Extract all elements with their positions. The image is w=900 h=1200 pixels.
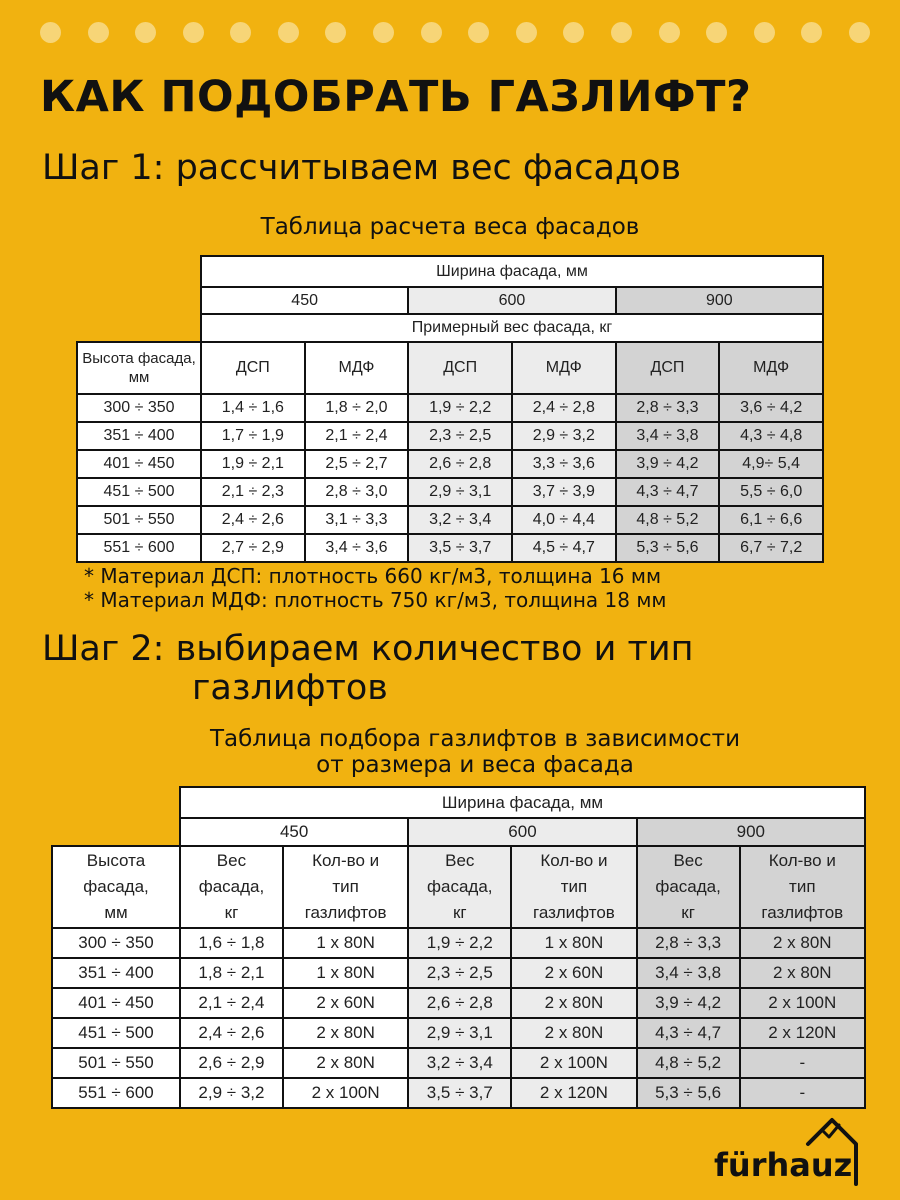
weight-cell: 2,3 ÷ 2,5	[408, 958, 511, 988]
weight-cell: 1,9 ÷ 2,2	[408, 394, 512, 422]
weight-cell: 2,9 ÷ 3,2	[180, 1078, 283, 1108]
weight-cell: 4,3 ÷ 4,7	[616, 478, 720, 506]
height-range: 401 ÷ 450	[77, 450, 201, 478]
material-mdf: МДФ	[512, 342, 616, 394]
weight-cell: 2,1 ÷ 2,3	[201, 478, 305, 506]
weight-cell: 3,9 ÷ 4,2	[616, 450, 720, 478]
gaslift-cell: 2 x 120N	[511, 1078, 636, 1108]
weight-cell: 1,6 ÷ 1,8	[180, 928, 283, 958]
weight-cell: 2,7 ÷ 2,9	[201, 534, 305, 562]
weight-cell: 3,4 ÷ 3,8	[637, 958, 740, 988]
weight-cell: 2,9 ÷ 3,2	[512, 422, 616, 450]
material-notes	[84, 564, 667, 612]
gaslift-cell: 2 x 60N	[511, 958, 636, 988]
table-row	[52, 928, 865, 958]
weight-cell: 3,7 ÷ 3,9	[512, 478, 616, 506]
weight-cell: 2,1 ÷ 2,4	[305, 422, 409, 450]
weight-cell: 4,5 ÷ 4,7	[512, 534, 616, 562]
weight-cell: 2,8 ÷ 3,3	[637, 928, 740, 958]
weight-cell: 3,2 ÷ 3,4	[408, 506, 512, 534]
note-mdf: * Материал МДФ: плотность 750 кг/м3, толщина 18 мм	[84, 588, 667, 612]
weight-cell: 1,4 ÷ 1,6	[201, 394, 305, 422]
material-mdf: МДФ	[719, 342, 823, 394]
weight-cell: 3,9 ÷ 4,2	[637, 988, 740, 1018]
gaslift-cell: 1 x 80N	[283, 958, 408, 988]
weight-cell: 3,4 ÷ 3,8	[616, 422, 720, 450]
weight-cell: 4,9÷ 5,4	[719, 450, 823, 478]
count-header: Кол-во и тип газлифтов	[511, 846, 636, 928]
table1-caption: Таблица расчета веса фасадов	[260, 214, 640, 240]
weight-cell: 5,3 ÷ 5,6	[637, 1078, 740, 1108]
weight-cell: 2,8 ÷ 3,0	[305, 478, 409, 506]
weight-cell: 4,0 ÷ 4,4	[512, 506, 616, 534]
weight-cell: 2,6 ÷ 2,8	[408, 450, 512, 478]
table-row	[77, 534, 823, 562]
weight-cell: 5,3 ÷ 5,6	[616, 534, 720, 562]
material-dsp: ДСП	[408, 342, 512, 394]
table2-caption-line1: Таблица подбора газлифтов в зависимости	[209, 726, 741, 752]
width-450: 450	[201, 287, 408, 314]
weight-cell: 2,4 ÷ 2,6	[180, 1018, 283, 1048]
weight-cell: 3,5 ÷ 3,7	[408, 534, 512, 562]
gaslift-cell: 2 x 80N	[283, 1048, 408, 1078]
weight-cell: 5,5 ÷ 6,0	[719, 478, 823, 506]
height-range: 451 ÷ 500	[52, 1018, 180, 1048]
binder-hole	[754, 22, 775, 43]
weight-cell: 3,3 ÷ 3,6	[512, 450, 616, 478]
weight-cell: 6,1 ÷ 6,6	[719, 506, 823, 534]
weight-cell: 6,7 ÷ 7,2	[719, 534, 823, 562]
binder-hole	[88, 22, 109, 43]
page-title: КАК ПОДОБРАТЬ ГАЗЛИФТ?	[40, 72, 752, 122]
weight-cell: 1,8 ÷ 2,0	[305, 394, 409, 422]
weight-cell: 2,5 ÷ 2,7	[305, 450, 409, 478]
count-header: Кол-во и тип газлифтов	[740, 846, 865, 928]
weight-cell: 2,6 ÷ 2,8	[408, 988, 511, 1018]
gaslift-cell: 2 x 80N	[283, 1018, 408, 1048]
gaslift-table	[51, 786, 866, 1109]
width-600: 600	[408, 287, 615, 314]
weight-header: Вес фасада, кг	[408, 846, 511, 928]
table-row	[52, 1048, 865, 1078]
weight-cell: 4,3 ÷ 4,8	[719, 422, 823, 450]
table-row	[77, 450, 823, 478]
step1-heading: Шаг 1: рассчитываем вес фасадов	[42, 148, 682, 188]
material-mdf: МДФ	[305, 342, 409, 394]
weight-header: Вес фасада, кг	[180, 846, 283, 928]
weight-cell: 4,8 ÷ 5,2	[637, 1048, 740, 1078]
height-range: 501 ÷ 550	[77, 506, 201, 534]
weight-cell: 2,3 ÷ 2,5	[408, 422, 512, 450]
weight-table-body	[77, 394, 823, 562]
table-row	[77, 394, 823, 422]
binder-hole	[230, 22, 251, 43]
width-900: 900	[616, 287, 823, 314]
width-header: Ширина фасада, мм	[180, 787, 865, 818]
table-row	[52, 1078, 865, 1108]
binder-hole	[801, 22, 822, 43]
width-600: 600	[408, 818, 636, 846]
height-range: 300 ÷ 350	[77, 394, 201, 422]
table-row	[77, 422, 823, 450]
weight-cell: 2,6 ÷ 2,9	[180, 1048, 283, 1078]
weight-cell: 3,2 ÷ 3,4	[408, 1048, 511, 1078]
height-header: Высота фасада, мм	[77, 342, 201, 394]
binder-hole	[40, 22, 61, 43]
binder-hole	[421, 22, 442, 43]
height-range: 351 ÷ 400	[52, 958, 180, 988]
weight-table	[76, 255, 824, 563]
weight-cell: 2,9 ÷ 3,1	[408, 478, 512, 506]
binder-hole	[611, 22, 632, 43]
height-range: 551 ÷ 600	[52, 1078, 180, 1108]
material-dsp: ДСП	[201, 342, 305, 394]
height-range: 551 ÷ 600	[77, 534, 201, 562]
step2-heading	[42, 630, 693, 708]
step2-line1: Шаг 2: выбираем количество и тип	[42, 629, 694, 669]
height-range: 501 ÷ 550	[52, 1048, 180, 1078]
weight-cell: 2,9 ÷ 3,1	[408, 1018, 511, 1048]
width-900: 900	[637, 818, 865, 846]
height-range: 451 ÷ 500	[77, 478, 201, 506]
gaslift-cell: 2 x 80N	[511, 1018, 636, 1048]
material-dsp: ДСП	[616, 342, 720, 394]
table-row	[52, 988, 865, 1018]
binder-hole	[516, 22, 537, 43]
gaslift-cell: 1 x 80N	[511, 928, 636, 958]
weight-cell: 2,8 ÷ 3,3	[616, 394, 720, 422]
binder-hole	[468, 22, 489, 43]
binder-hole	[563, 22, 584, 43]
table-row	[52, 1018, 865, 1048]
note-dsp: * Материал ДСП: плотность 660 кг/м3, толщина 16 мм	[84, 564, 662, 588]
gaslift-cell: 2 x 60N	[283, 988, 408, 1018]
binder-holes	[40, 22, 870, 43]
height-range: 300 ÷ 350	[52, 928, 180, 958]
height-header: Высота фасада, мм	[52, 846, 180, 928]
gaslift-cell: -	[740, 1048, 865, 1078]
weight-cell: 4,3 ÷ 4,7	[637, 1018, 740, 1048]
gaslift-cell: 2 x 120N	[740, 1018, 865, 1048]
binder-hole	[278, 22, 299, 43]
weight-cell: 4,8 ÷ 5,2	[616, 506, 720, 534]
count-header: Кол-во и тип газлифтов	[283, 846, 408, 928]
weight-header: Примерный вес фасада, кг	[201, 314, 823, 342]
weight-cell: 3,1 ÷ 3,3	[305, 506, 409, 534]
binder-hole	[183, 22, 204, 43]
width-450: 450	[180, 818, 408, 846]
logo-text: fürhauz	[714, 1146, 853, 1184]
binder-hole	[849, 22, 870, 43]
width-header: Ширина фасада, мм	[201, 256, 823, 287]
weight-cell: 2,1 ÷ 2,4	[180, 988, 283, 1018]
weight-cell: 1,9 ÷ 2,1	[201, 450, 305, 478]
step2-line2: газлифтов	[192, 668, 388, 708]
gaslift-cell: 2 x 100N	[740, 988, 865, 1018]
binder-hole	[706, 22, 727, 43]
binder-hole	[373, 22, 394, 43]
gaslift-cell: 2 x 80N	[511, 988, 636, 1018]
binder-hole	[659, 22, 680, 43]
weight-cell: 1,7 ÷ 1,9	[201, 422, 305, 450]
table2-caption-line2: от размера и веса фасада	[316, 752, 634, 778]
table2-caption	[60, 726, 890, 778]
gaslift-cell: -	[740, 1078, 865, 1108]
weight-cell: 1,8 ÷ 2,1	[180, 958, 283, 988]
gaslift-table-body	[52, 928, 865, 1108]
gaslift-cell: 2 x 100N	[511, 1048, 636, 1078]
gaslift-cell: 1 x 80N	[283, 928, 408, 958]
weight-cell: 2,4 ÷ 2,6	[201, 506, 305, 534]
weight-header: Вес фасада, кг	[637, 846, 740, 928]
height-range: 351 ÷ 400	[77, 422, 201, 450]
weight-cell: 3,5 ÷ 3,7	[408, 1078, 511, 1108]
gaslift-cell: 2 x 80N	[740, 958, 865, 988]
binder-hole	[325, 22, 346, 43]
gaslift-cell: 2 x 80N	[740, 928, 865, 958]
furhauz-logo	[712, 1110, 862, 1190]
binder-hole	[135, 22, 156, 43]
table-row	[77, 506, 823, 534]
gaslift-cell: 2 x 100N	[283, 1078, 408, 1108]
weight-cell: 2,4 ÷ 2,8	[512, 394, 616, 422]
weight-cell: 1,9 ÷ 2,2	[408, 928, 511, 958]
table-row	[52, 958, 865, 988]
height-range: 401 ÷ 450	[52, 988, 180, 1018]
table-row	[77, 478, 823, 506]
weight-cell: 3,4 ÷ 3,6	[305, 534, 409, 562]
weight-cell: 3,6 ÷ 4,2	[719, 394, 823, 422]
